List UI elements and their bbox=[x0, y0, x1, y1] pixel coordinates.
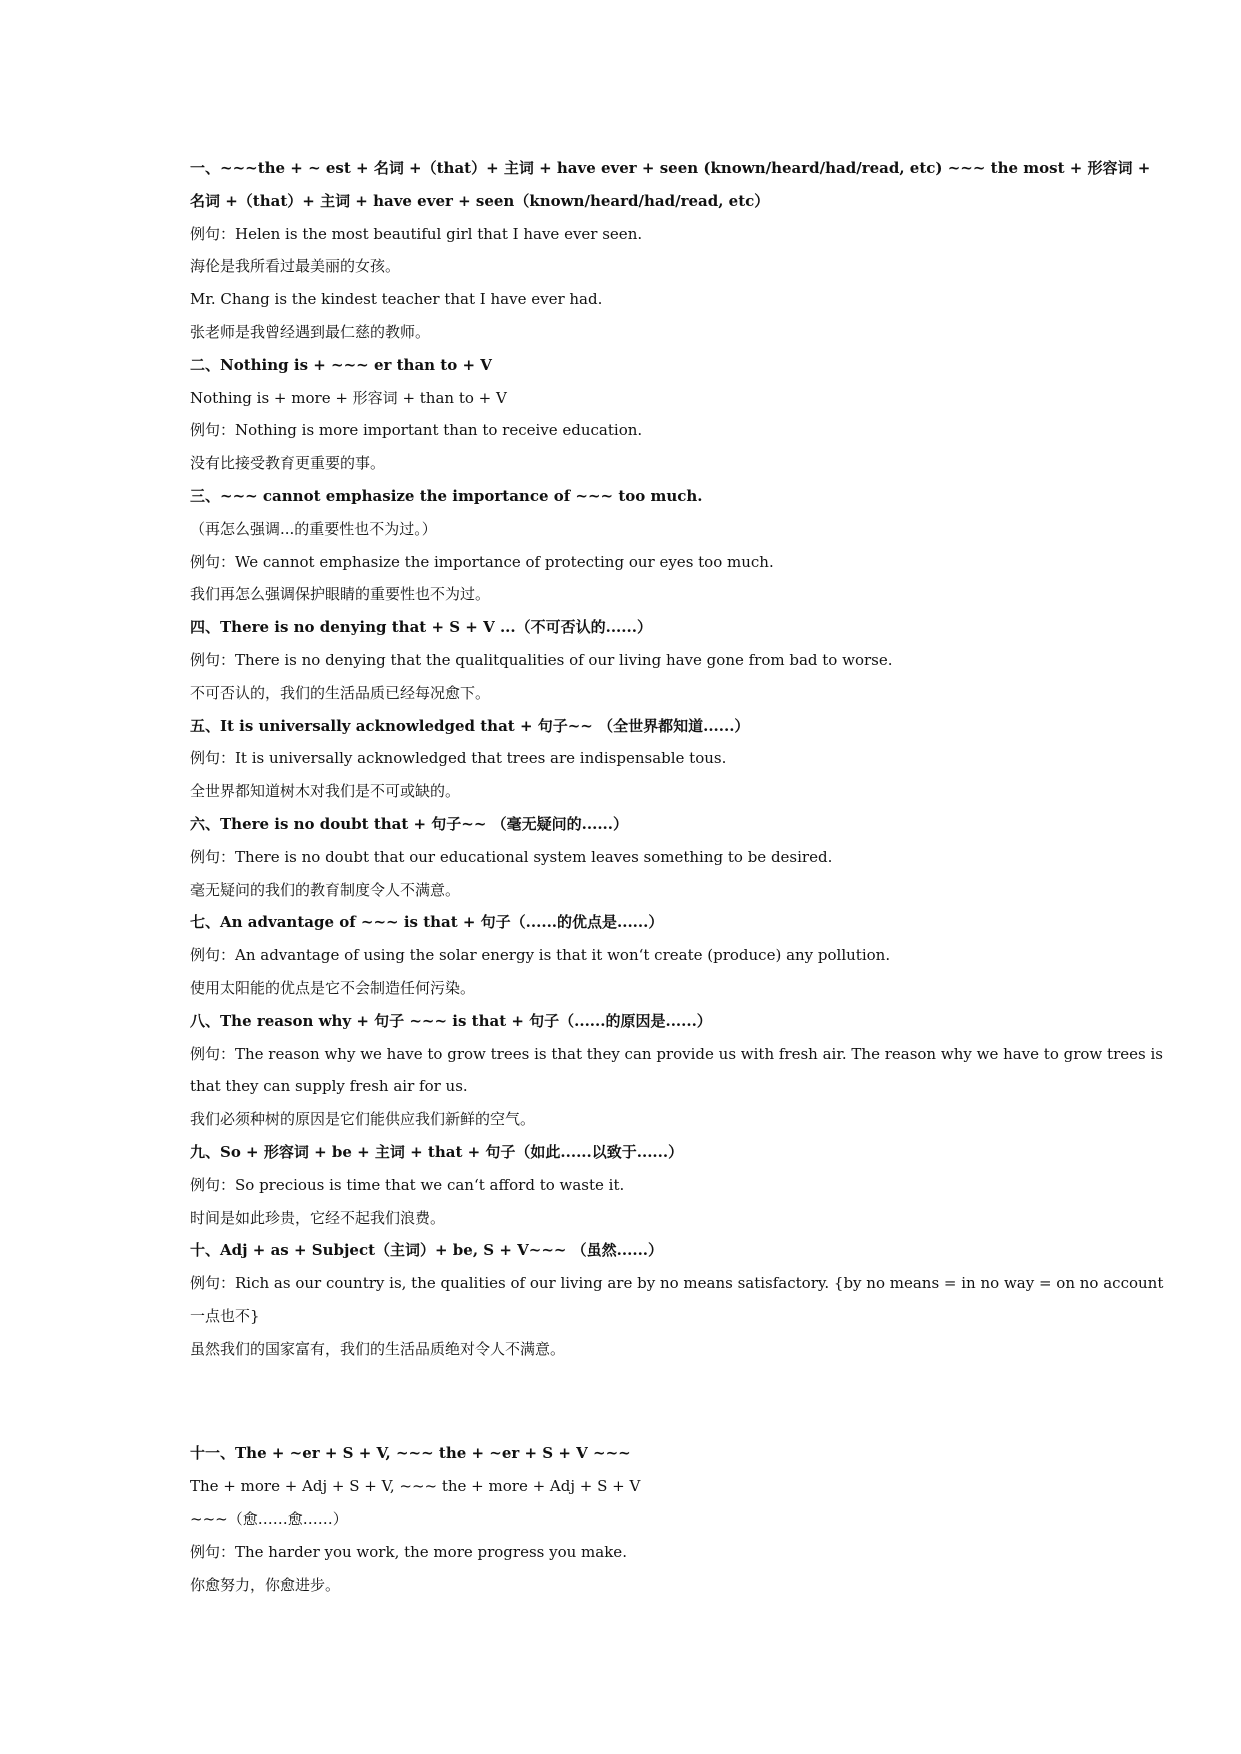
section-2-heading: 二、Nothing is + ~~~ er than to + V bbox=[190, 355, 492, 374]
section-11-pattern: The + more + Adj + S + V, ~~~ the + more + Adj + S + V bbox=[190, 1477, 641, 1496]
section-1-example-en-1: 例句：Helen is the most beautiful girl that I have ever seen. bbox=[190, 224, 643, 243]
section-8-example-en-line-2: that they can supply fresh air for us. bbox=[190, 1077, 468, 1096]
section-1-heading-line-1: 一、~~~the + ~ est + 名词 +（that）+ 主词 + have ever + seen (known/heard/had/read, etc) ~~~ the most + 形容词 + bbox=[190, 159, 1151, 177]
document-page bbox=[190, 152, 1164, 1601]
section-8-example-en-line-1: 例句：The reason why we have to grow trees is that they can provide us with fresh air. The reason why we have to grow trees is bbox=[190, 1044, 1163, 1063]
section-10-example-en-line-1: 例句：Rich as our country is, the qualities of our living are by no means satisfactory. {by no means = in no way = on no account bbox=[190, 1274, 1164, 1293]
section-9-heading: 九、So + 形容词 + be + 主词 + that + 句子（如此......以致于......） bbox=[190, 1142, 684, 1161]
section-2-example-en: 例句：Nothing is more important than to receive education. bbox=[190, 421, 643, 440]
section-3-meaning: （再怎么强调...的重要性也不为过。） bbox=[190, 519, 437, 538]
section-11-meaning: ~~~（愈……愈……） bbox=[190, 1510, 348, 1529]
section-6-heading: 六、There is no doubt that + 句子~~ （毫无疑问的......） bbox=[190, 814, 629, 833]
section-7-heading: 七、An advantage of ~~~ is that + 句子（......的优点是......） bbox=[190, 913, 664, 932]
section-4-heading: 四、There is no denying that + S + V ...（不可否认的......） bbox=[190, 618, 652, 637]
section-8-heading: 八、The reason why + 句子 ~~~ is that + 句子（......的原因是......） bbox=[190, 1011, 712, 1030]
section-10-example-en-line-2: 一点也不} bbox=[190, 1306, 260, 1325]
section-5-heading: 五、It is universally acknowledged that + 句子~~ （全世界都知道......） bbox=[190, 716, 750, 735]
section-3-heading: 三、~~~ cannot emphasize the importance of ~~~ too much. bbox=[190, 486, 703, 505]
section-11-example-zh: 你愈努力，你愈进步。 bbox=[190, 1575, 341, 1594]
section-5-example-zh: 全世界都知道树木对我们是不可或缺的。 bbox=[190, 782, 461, 801]
section-1-example-en-2: Mr. Chang is the kindest teacher that I have ever had. bbox=[190, 290, 603, 309]
section-7-example-zh: 使用太阳能的优点是它不会制造任何污染。 bbox=[190, 978, 476, 997]
section-1-example-zh-1: 海伦是我所看过最美丽的女孩。 bbox=[190, 257, 401, 276]
section-9-example-zh: 时间是如此珍贵，它经不起我们浪费。 bbox=[190, 1208, 446, 1227]
section-4-example-en: 例句：There is no denying that the qualitqualities of our living have gone from bad to worse. bbox=[190, 650, 893, 669]
section-5-example-en: 例句：It is universally acknowledged that trees are indispensable tous. bbox=[190, 749, 727, 768]
section-1-heading-line-2: 名词 +（that）+ 主词 + have ever + seen（known/heard/had/read, etc） bbox=[190, 191, 770, 210]
section-11-example-en: 例句：The harder you work, the more progress you make. bbox=[190, 1542, 627, 1561]
section-8-example-zh: 我们必须种树的原因是它们能供应我们新鲜的空气。 bbox=[190, 1110, 536, 1129]
section-2-example-zh: 没有比接受教育更重要的事。 bbox=[190, 454, 386, 473]
section-3-example-zh: 我们再怎么强调保护眼睛的重要性也不为过。 bbox=[190, 585, 491, 604]
section-10-example-zh: 虽然我们的国家富有，我们的生活品质绝对令人不满意。 bbox=[190, 1339, 566, 1358]
section-1-example-zh-2: 张老师是我曾经遇到最仁慈的教师。 bbox=[190, 322, 431, 341]
section-spacer bbox=[190, 1365, 1060, 1437]
section-11-heading: 十一、The + ~er + S + V, ~~~ the + ~er + S + V ~~~ bbox=[190, 1444, 631, 1463]
section-6-example-zh: 毫无疑问的我们的教育制度令人不满意。 bbox=[190, 880, 461, 899]
section-2-pattern: Nothing is + more + 形容词 + than to + V bbox=[190, 388, 507, 407]
section-10-heading: 十、Adj + as + Subject（主词）+ be, S + V~~~ （虽然......） bbox=[190, 1241, 664, 1260]
section-6-example-en: 例句：There is no doubt that our educational system leaves something to be desired. bbox=[190, 847, 833, 866]
section-9-example-en: 例句：So precious is time that we can‘t afford to waste it. bbox=[190, 1175, 625, 1194]
section-7-example-en: 例句：An advantage of using the solar energy is that it won‘t create (produce) any pollution. bbox=[190, 946, 891, 965]
section-3-example-en: 例句：We cannot emphasize the importance of protecting our eyes too much. bbox=[190, 552, 774, 571]
section-4-example-zh: 不可否认的，我们的生活品质已经每况愈下。 bbox=[190, 683, 491, 702]
